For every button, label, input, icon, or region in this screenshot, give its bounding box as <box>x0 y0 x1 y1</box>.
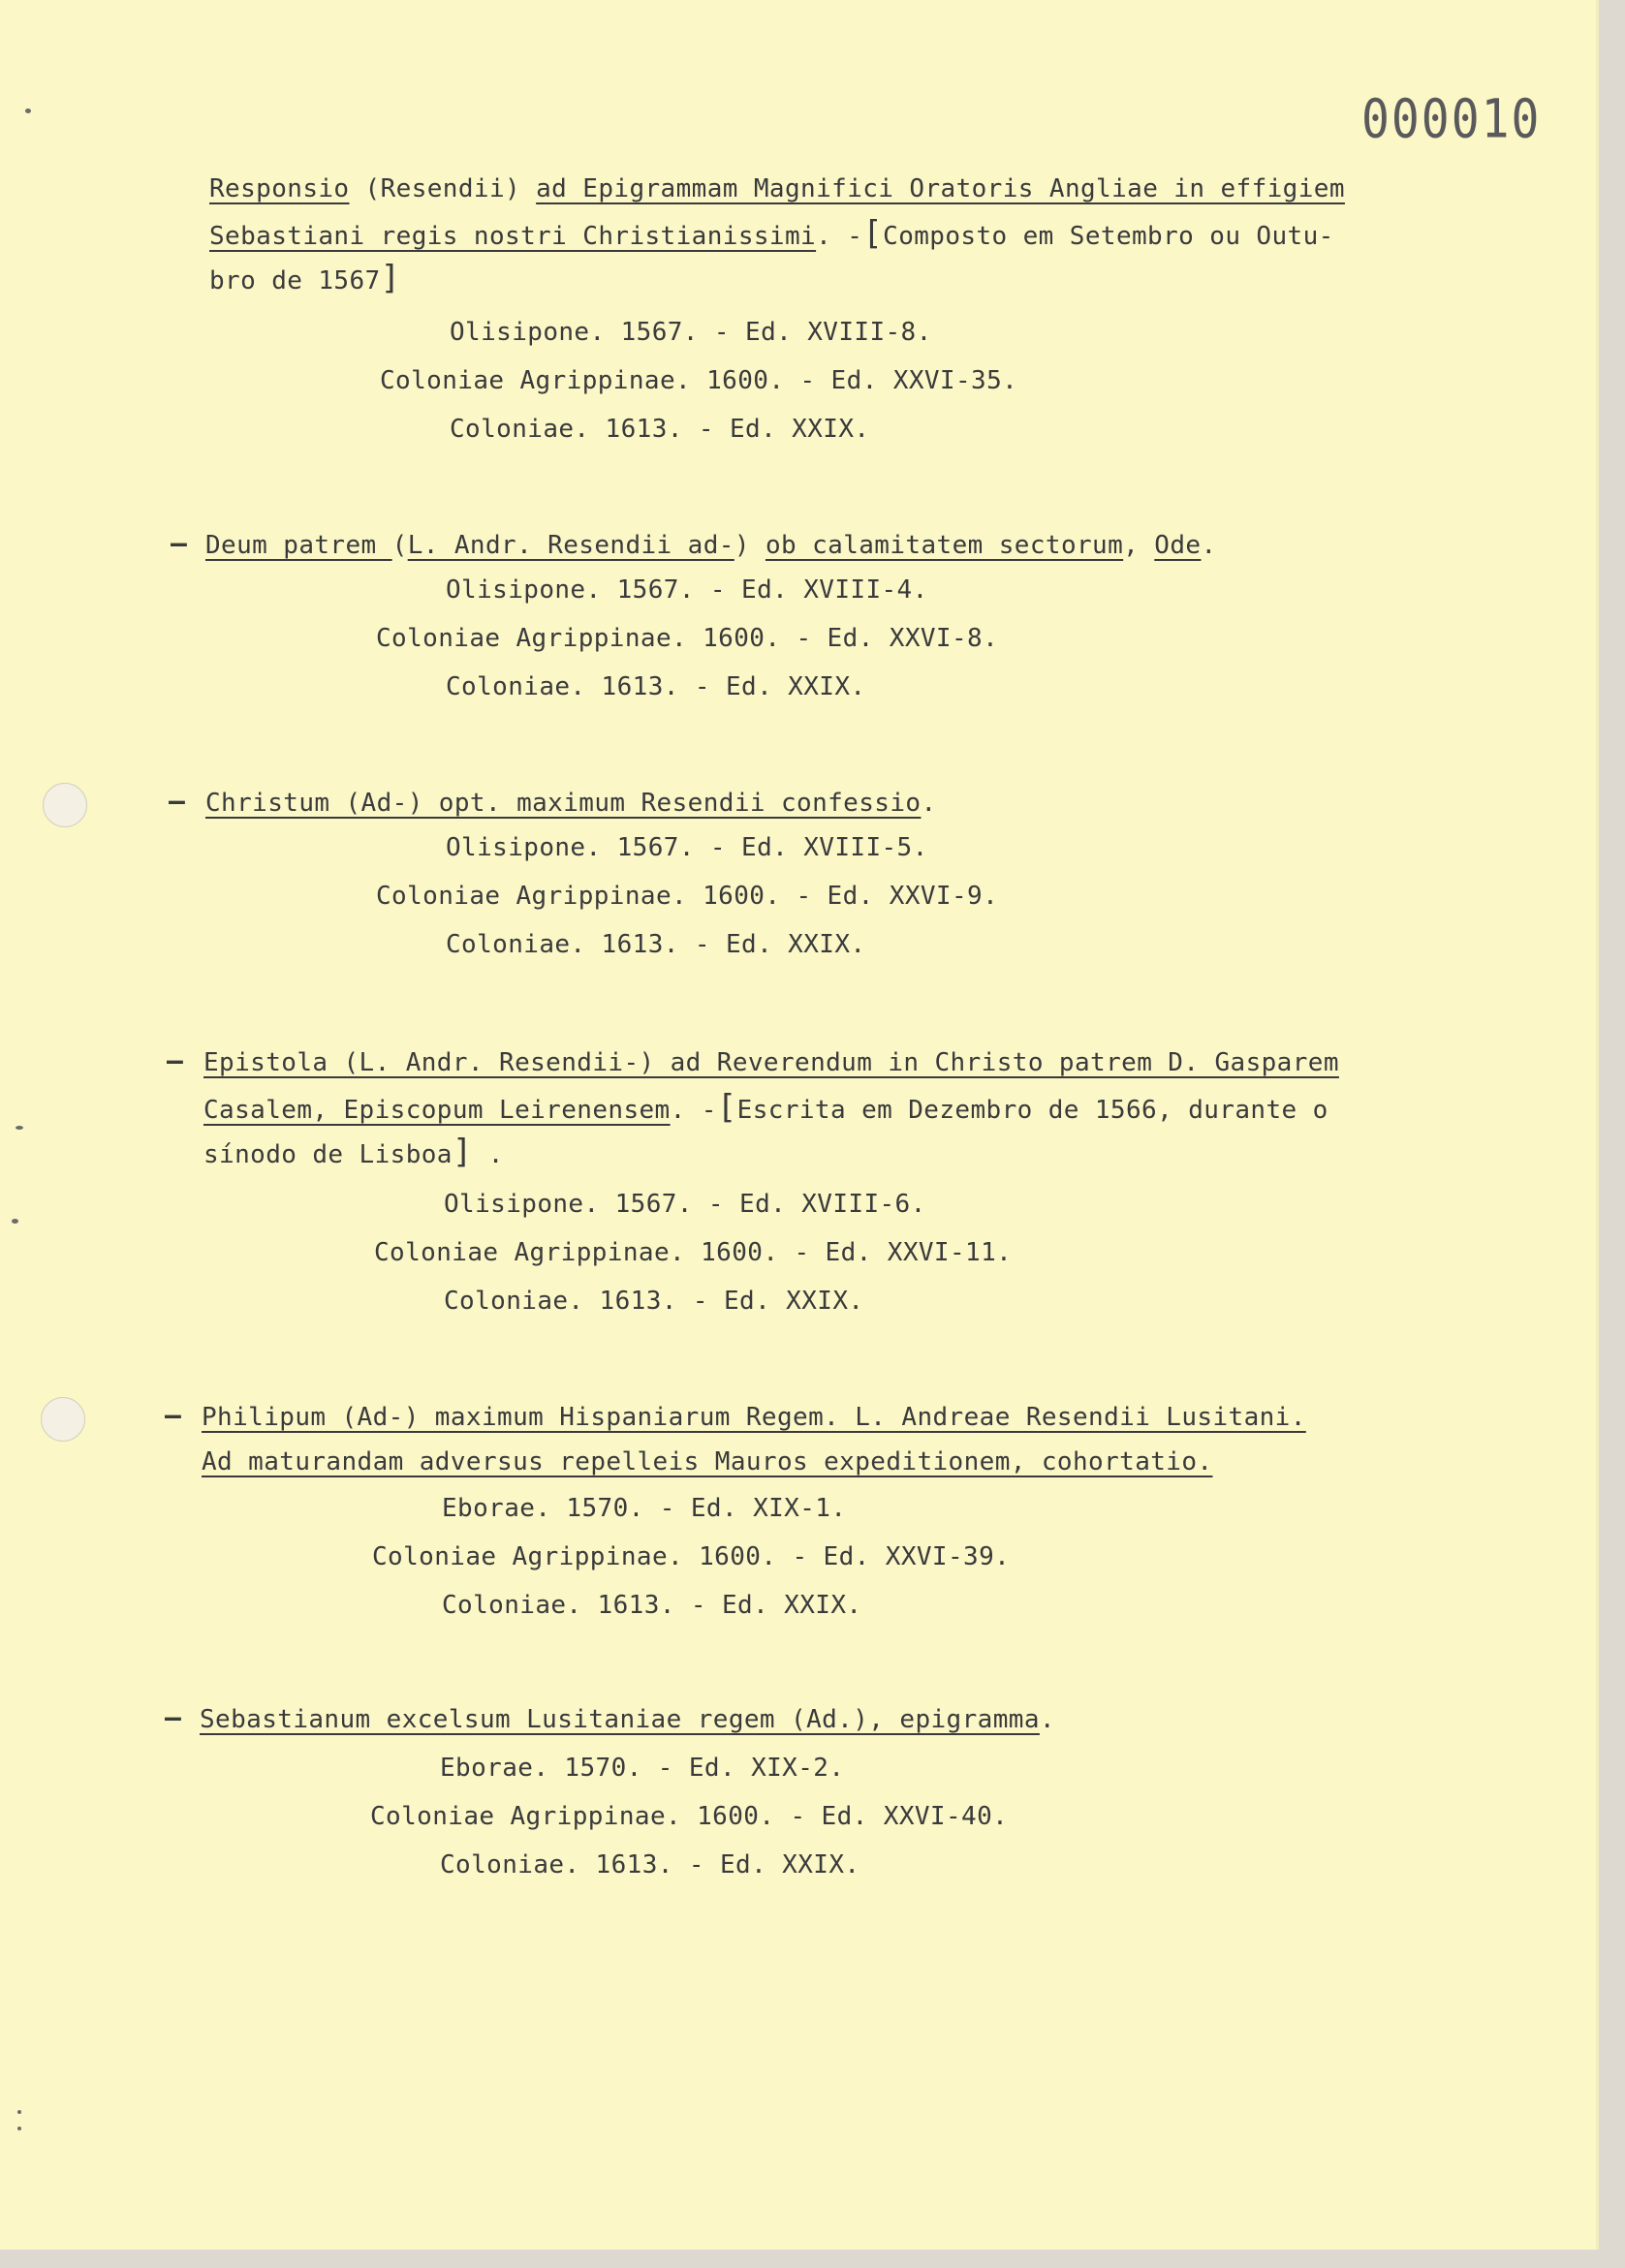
bracket: [ <box>862 214 884 253</box>
edition-line: Coloniae. 1613. - Ed. XXIX. <box>446 672 866 701</box>
bracket: ] <box>380 259 401 297</box>
entry-title-line <box>205 523 1217 568</box>
entry-dash: – <box>169 785 185 817</box>
title-segment: Casalem, Episcopum Leirenensem <box>203 1096 671 1125</box>
speck <box>17 2110 21 2114</box>
bracket: [ <box>716 1088 737 1127</box>
title-segment: Christum (Ad-) opt. maximum Resendii confessio <box>205 789 922 818</box>
title-segment: (Resendii) <box>349 174 537 203</box>
entry-title-line <box>203 1041 1339 1085</box>
title-segment: Ode <box>1154 531 1202 560</box>
edition-line: Olisipone. 1567. - Ed. XVIII-5. <box>446 833 928 862</box>
entry-dash: – <box>167 1044 183 1076</box>
title-segment: Sebastiani regis nostri Christianissimi <box>209 222 817 251</box>
punch-hole <box>41 1397 85 1442</box>
entry-title-line <box>202 1395 1306 1440</box>
entry-dash: – <box>165 1399 181 1431</box>
title-segment: . - <box>670 1096 717 1125</box>
title-segment: ob calamitatem sectorum <box>765 531 1124 560</box>
title-segment: Sebastianum excelsum Lusitaniae regem (Ad.), epigramma <box>200 1705 1040 1734</box>
title-segment: Epistola (L. Andr. Resendii-) ad Reverendum in Christo patrem D. Gasparem <box>203 1048 1339 1077</box>
title-segment: Responsio <box>209 174 350 203</box>
title-segment: . <box>472 1140 504 1169</box>
edition-line: Olisipone. 1567. - Ed. XVIII-6. <box>444 1190 926 1219</box>
entry-title-line <box>203 1130 504 1177</box>
title-segment: ) <box>734 531 766 560</box>
edition-line: Coloniae Agrippinae. 1600. - Ed. XXVI-8. <box>376 624 999 653</box>
speck <box>25 109 31 113</box>
title-segment: , <box>1123 531 1155 560</box>
entry-title-line <box>202 1440 1212 1484</box>
entry-title-line <box>209 167 1345 211</box>
title-segment: sínodo de Lisboa <box>203 1140 453 1169</box>
edition-line: Olisipone. 1567. - Ed. XVIII-8. <box>450 318 932 347</box>
title-segment: ad Epigrammam Magnifici Oratoris Angliae in effigiem <box>536 174 1345 203</box>
edition-line: Coloniae Agrippinae. 1600. - Ed. XXVI-9. <box>376 882 999 911</box>
title-segment: ( <box>391 531 408 560</box>
edition-line: Coloniae Agrippinae. 1600. - Ed. XXVI-11. <box>374 1238 1013 1267</box>
edition-line: Olisipone. 1567. - Ed. XVIII-4. <box>446 575 928 605</box>
entry-title-line <box>209 211 1334 259</box>
title-segment: Composto em Setembro ou Outu- <box>883 222 1334 251</box>
title-segment: Escrita em Dezembro de 1566, durante o <box>736 1096 1328 1125</box>
edition-line: Coloniae. 1613. - Ed. XXIX. <box>440 1850 860 1880</box>
edition-line: Coloniae. 1613. - Ed. XXIX. <box>444 1287 864 1316</box>
edition-line: Eborae. 1570. - Ed. XIX-1. <box>442 1494 847 1523</box>
entry-dash: – <box>165 1701 181 1733</box>
title-segment: bro de 1567 <box>209 266 381 295</box>
title-segment: Deum patrem <box>205 531 392 560</box>
punch-hole <box>43 783 87 827</box>
title-segment: . <box>921 789 937 818</box>
edition-line: Coloniae Agrippinae. 1600. - Ed. XXVI-35. <box>380 366 1018 395</box>
title-segment: Philipum (Ad-) maximum Hispaniarum Regem. L. Andreae Resendii Lusitani. <box>202 1403 1306 1432</box>
title-segment: . <box>1039 1705 1055 1734</box>
speck <box>12 1219 18 1224</box>
edition-line: Coloniae. 1613. - Ed. XXIX. <box>446 930 866 959</box>
edition-line: Coloniae Agrippinae. 1600. - Ed. XXVI-39. <box>372 1542 1011 1571</box>
title-segment: . - <box>816 222 863 251</box>
entry-title-line <box>209 256 400 303</box>
bracket: ] <box>452 1133 473 1171</box>
speck <box>17 2127 21 2130</box>
entry-dash: – <box>171 527 187 559</box>
title-segment: Ad maturandam adversus repelleis Mauros expeditionem, cohortatio. <box>202 1447 1213 1476</box>
entry-title-line <box>200 1697 1055 1742</box>
edition-line: Coloniae. 1613. - Ed. XXIX. <box>450 415 870 444</box>
page-number: 000010 <box>1361 87 1542 151</box>
edition-line: Coloniae Agrippinae. 1600. - Ed. XXVI-40. <box>370 1802 1009 1831</box>
edition-line: Coloniae. 1613. - Ed. XXIX. <box>442 1591 862 1620</box>
speck <box>16 1126 23 1130</box>
entry-title-line <box>205 781 937 825</box>
title-segment: . <box>1201 531 1217 560</box>
entry-title-line <box>203 1085 1328 1133</box>
title-segment: L. Andr. Resendii ad- <box>407 531 734 560</box>
edition-line: Eborae. 1570. - Ed. XIX-2. <box>440 1754 845 1783</box>
